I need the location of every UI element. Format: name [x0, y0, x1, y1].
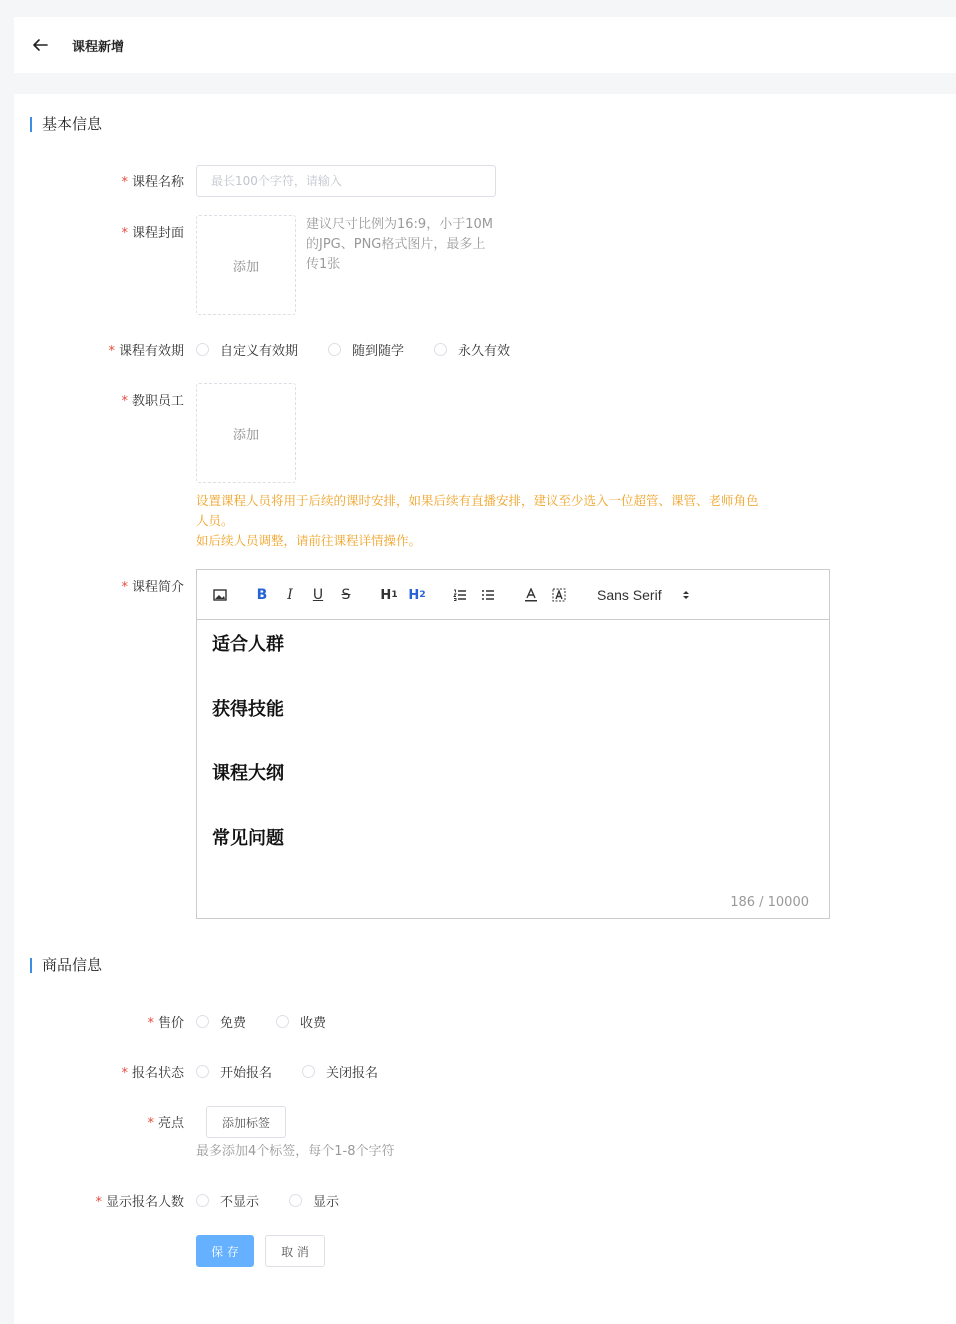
radio-circle[interactable]	[196, 343, 209, 356]
background-color-icon[interactable]	[551, 586, 567, 604]
course-name-label: * 课程名称	[121, 175, 184, 190]
page-title: 课程新增	[72, 40, 125, 55]
staff-add-button[interactable]: 添加	[196, 383, 296, 483]
show-count-label: * 显示报名人数	[95, 1195, 184, 1210]
validity-label: * 课程有效期	[108, 344, 184, 359]
editor-heading: 常见问题	[212, 827, 284, 849]
radio-circle[interactable]	[302, 1065, 315, 1078]
radio-circle[interactable]	[289, 1194, 302, 1207]
image-icon[interactable]	[212, 586, 228, 604]
radio-custom-validity[interactable]: 自定义有效期	[196, 340, 298, 359]
character-counter: 186 / 10000	[730, 895, 809, 910]
radio-show-count[interactable]: 显示	[289, 1191, 339, 1210]
price-label: * 售价	[147, 1016, 184, 1031]
intro-label: * 课程简介	[121, 580, 184, 595]
course-cover-label: * 课程封面	[121, 226, 184, 241]
price-radio-group	[196, 1012, 326, 1031]
radio-open-signup[interactable]: 开始报名	[196, 1062, 272, 1081]
course-name-input[interactable]	[196, 165, 496, 197]
radio-circle[interactable]	[196, 1194, 209, 1207]
font-color-icon[interactable]	[523, 586, 539, 604]
section-title-product: 商品信息	[30, 958, 102, 973]
radio-circle[interactable]	[196, 1065, 209, 1078]
radio-circle[interactable]	[328, 343, 341, 356]
heading2-icon[interactable]: H 2	[408, 587, 426, 603]
font-family-select[interactable]: Sans Serif	[597, 586, 697, 604]
show-count-radio-group	[196, 1191, 339, 1210]
radio-circle[interactable]	[434, 343, 447, 356]
section-title-basic: 基本信息	[30, 117, 102, 132]
radio-circle[interactable]	[276, 1015, 289, 1028]
page-header	[14, 17, 956, 73]
heading1-icon[interactable]: H 1	[380, 587, 398, 603]
radio-close-signup[interactable]: 关闭报名	[302, 1062, 378, 1081]
cover-hint: 建议尺寸比例为16:9，小于10M 的JPG、PNG格式图片，最多上 传1张	[306, 217, 493, 272]
tag-hint: 最多添加4个标签，每个1-8个字符	[196, 1144, 395, 1159]
add-tag-button[interactable]: 添加标签	[206, 1106, 286, 1138]
editor-content[interactable]	[197, 620, 829, 902]
form-panel	[14, 94, 956, 1324]
rich-text-editor[interactable]	[196, 569, 830, 919]
bullet-list-icon[interactable]	[480, 586, 496, 604]
radio-circle[interactable]	[196, 1015, 209, 1028]
underline-icon[interactable]: U	[312, 587, 324, 603]
staff-label: * 教职员工	[121, 394, 184, 409]
editor-heading: 课程大纲	[212, 763, 284, 784]
radio-free[interactable]: 免费	[196, 1012, 246, 1031]
italic-icon[interactable]: I	[287, 587, 293, 603]
staff-warning: 设置课程人员将用于后续的课时安排，如果后续有直播安排，建议至少选入一位超管、课管、老师角色 人员。 如后续人员调整，请前往课程详情操作。	[196, 493, 759, 548]
cover-upload-button[interactable]: 添加	[196, 215, 296, 315]
highlight-label: * 亮点	[147, 1116, 184, 1131]
select-arrows-icon	[682, 589, 690, 601]
editor-toolbar	[197, 570, 829, 620]
strikethrough-icon[interactable]: S	[341, 587, 351, 603]
radio-hide-count[interactable]: 不显示	[196, 1191, 259, 1210]
radio-paid[interactable]: 收费	[276, 1012, 326, 1031]
signup-status-label: * 报名状态	[121, 1066, 184, 1081]
editor-heading: 适合人群	[212, 634, 284, 655]
back-arrow-icon[interactable]	[30, 35, 50, 55]
editor-heading: 获得技能	[212, 698, 284, 720]
bold-icon[interactable]: B	[256, 587, 268, 603]
radio-permanent[interactable]: 永久有效	[434, 340, 510, 359]
validity-radio-group	[196, 340, 510, 359]
radio-anytime[interactable]: 随到随学	[328, 340, 404, 359]
ordered-list-icon[interactable]	[452, 586, 468, 604]
save-button[interactable]: 保 存	[196, 1235, 254, 1267]
cancel-button[interactable]: 取 消	[265, 1235, 325, 1267]
signup-radio-group	[196, 1062, 378, 1081]
